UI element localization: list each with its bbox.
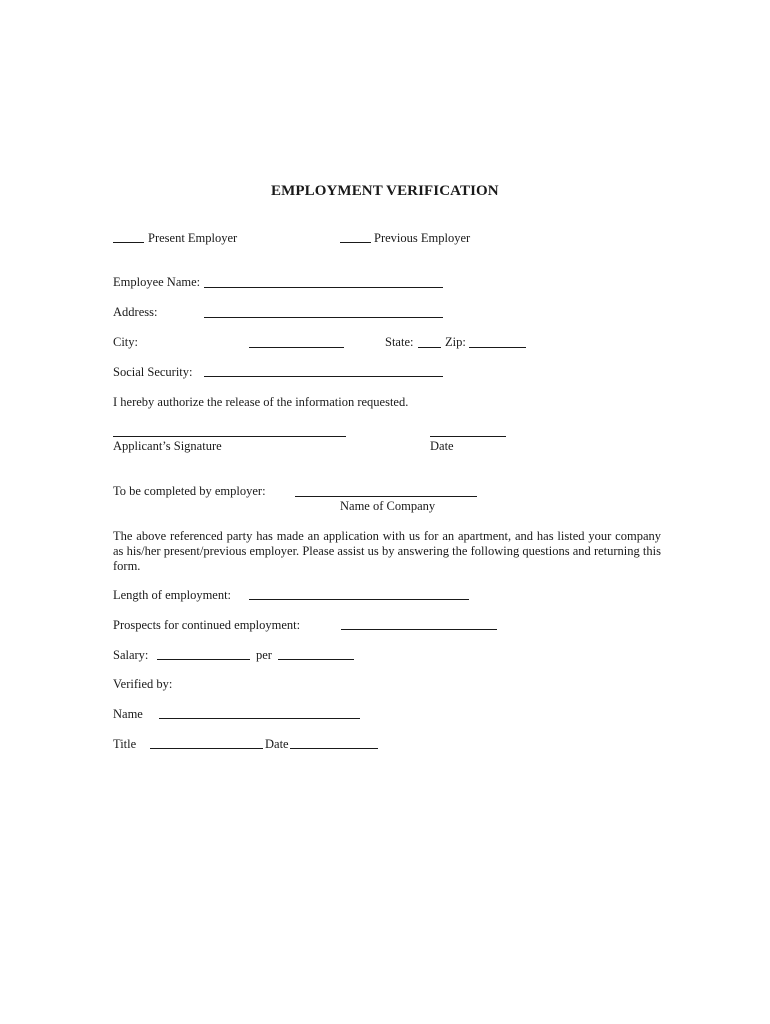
salary-field[interactable]: [157, 659, 250, 660]
signature-date-label: Date: [430, 439, 454, 453]
previous-employer-label: Previous Employer: [374, 231, 471, 245]
verifier-date-field[interactable]: [290, 748, 378, 749]
verifier-date-label: Date: [265, 737, 289, 751]
state-field[interactable]: [418, 347, 441, 348]
company-name-label: Name of Company: [340, 499, 436, 513]
length-of-employment-label: Length of employment:: [113, 588, 232, 602]
social-security-label: Social Security:: [113, 365, 193, 379]
authorization-text: I hereby authorize the release of the information requested.: [113, 395, 409, 409]
zip-label: Zip:: [445, 335, 466, 349]
verifier-title-field[interactable]: [150, 748, 263, 749]
salary-label: Salary:: [113, 648, 149, 662]
verifier-title-label: Title: [113, 737, 137, 751]
company-name-field[interactable]: [295, 496, 477, 497]
zip-field[interactable]: [469, 347, 526, 348]
social-security-field[interactable]: [204, 376, 443, 377]
prospects-field[interactable]: [341, 629, 497, 630]
address-label: Address:: [113, 305, 158, 319]
employer-section-intro: To be completed by employer:: [113, 484, 266, 498]
applicant-signature-label: Applicant’s Signature: [113, 439, 222, 453]
prospects-label: Prospects for continued employment:: [113, 618, 301, 632]
previous-employer-check-line[interactable]: [340, 242, 371, 243]
signature-date-field[interactable]: [430, 436, 506, 437]
page-title: EMPLOYMENT VERIFICATION: [271, 183, 499, 199]
city-label: City:: [113, 335, 139, 349]
salary-per-field[interactable]: [278, 659, 354, 660]
applicant-signature-field[interactable]: [113, 436, 346, 437]
address-field[interactable]: [204, 317, 443, 318]
length-of-employment-field[interactable]: [249, 599, 469, 600]
employee-name-field[interactable]: [204, 287, 443, 288]
present-employer-check-line[interactable]: [113, 242, 144, 243]
present-employer-label: Present Employer: [148, 231, 238, 245]
employee-name-label: Employee Name:: [113, 275, 201, 289]
request-paragraph: The above referenced party has made an application with us for an apartment, and has listed your company as his/her present/previous employer. Please assist us by answering the following questions and returning this form.: [113, 529, 661, 573]
salary-per-label: per: [256, 648, 272, 662]
state-label: State:: [385, 335, 414, 349]
verifier-name-label: Name: [113, 707, 143, 721]
city-field[interactable]: [249, 347, 344, 348]
verified-by-label: Verified by:: [113, 677, 173, 691]
verifier-name-field[interactable]: [159, 718, 360, 719]
